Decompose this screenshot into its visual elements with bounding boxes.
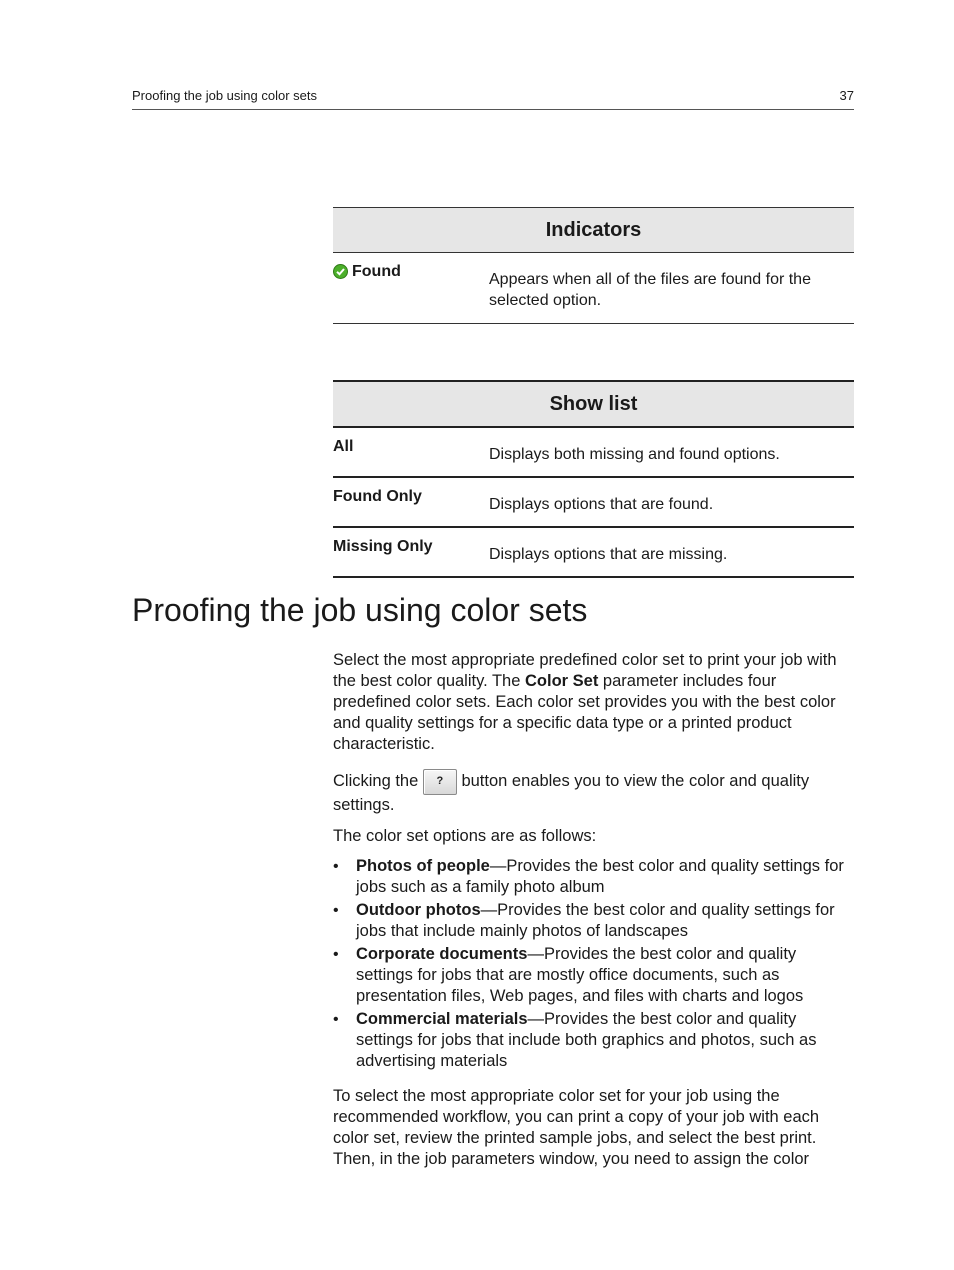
list-item: • Corporate documents—Provides the best color and quality settings for jobs that are mostly office documents, such as presentation files, Web pages, and files with charts and logos bbox=[333, 944, 854, 1007]
indicators-table-block bbox=[333, 207, 854, 324]
show-list-table-heading: Show list bbox=[333, 381, 854, 427]
table-row bbox=[333, 527, 854, 577]
term-cell: All bbox=[333, 427, 489, 477]
term-cell bbox=[333, 253, 489, 324]
closing-paragraph: To select the most appropriate color set for your job using the recommended workflow, you can print a copy of your job with each color set, review the printed sample jobs, and select the best print. Then, in the job parameters window, you need to assign the color bbox=[333, 1087, 820, 1168]
section-title: Proofing the job using color sets bbox=[132, 592, 588, 628]
indicators-table-heading: Indicators bbox=[333, 208, 854, 253]
table-row bbox=[333, 427, 854, 477]
page-number: 37 bbox=[839, 88, 854, 103]
description-cell: Displays options that are missing. bbox=[489, 527, 854, 577]
running-header bbox=[132, 88, 854, 110]
found-check-icon bbox=[333, 264, 348, 279]
running-header-title: Proofing the job using color sets bbox=[132, 88, 317, 103]
description-cell: Appears when all of the files are found for the selected option. bbox=[489, 253, 854, 324]
list-item: • Photos of people—Provides the best color and quality settings for jobs such as a family photo album bbox=[333, 856, 854, 898]
table-row bbox=[333, 477, 854, 527]
intro-paragraph: Select the most appropriate predefined color set to print your job with the best color quality. The Color Set parameter includes four predefined color sets. Each color set provides you with the best color and quality settings for a specific data type or a printed product characteristic. bbox=[333, 651, 837, 753]
color-set-options-list bbox=[333, 856, 854, 1072]
help-question-button-icon: ? bbox=[423, 769, 457, 795]
help-paragraph: Clicking the ? button enables you to view the color and quality settings. bbox=[333, 769, 854, 816]
list-item: • Commercial materials—Provides the best color and quality settings for jobs that include both graphics and photos, such as advertising materials bbox=[333, 1009, 854, 1072]
color-set-term: Color Set bbox=[525, 672, 599, 690]
options-intro: The color set options are as follows: bbox=[333, 827, 597, 845]
section-body bbox=[333, 650, 854, 1170]
description-cell: Displays options that are found. bbox=[489, 477, 854, 527]
term-cell: Missing Only bbox=[333, 527, 489, 577]
description-cell: Displays both missing and found options. bbox=[489, 427, 854, 477]
term-cell: Found Only bbox=[333, 477, 489, 527]
list-item: • Outdoor photos—Provides the best color and quality settings for jobs that include mainly photos of landscapes bbox=[333, 900, 854, 942]
indicators-table bbox=[333, 207, 854, 324]
show-list-table-block bbox=[333, 380, 854, 578]
table-row bbox=[333, 253, 854, 324]
term-label: Found bbox=[352, 263, 401, 280]
show-list-table bbox=[333, 380, 854, 578]
